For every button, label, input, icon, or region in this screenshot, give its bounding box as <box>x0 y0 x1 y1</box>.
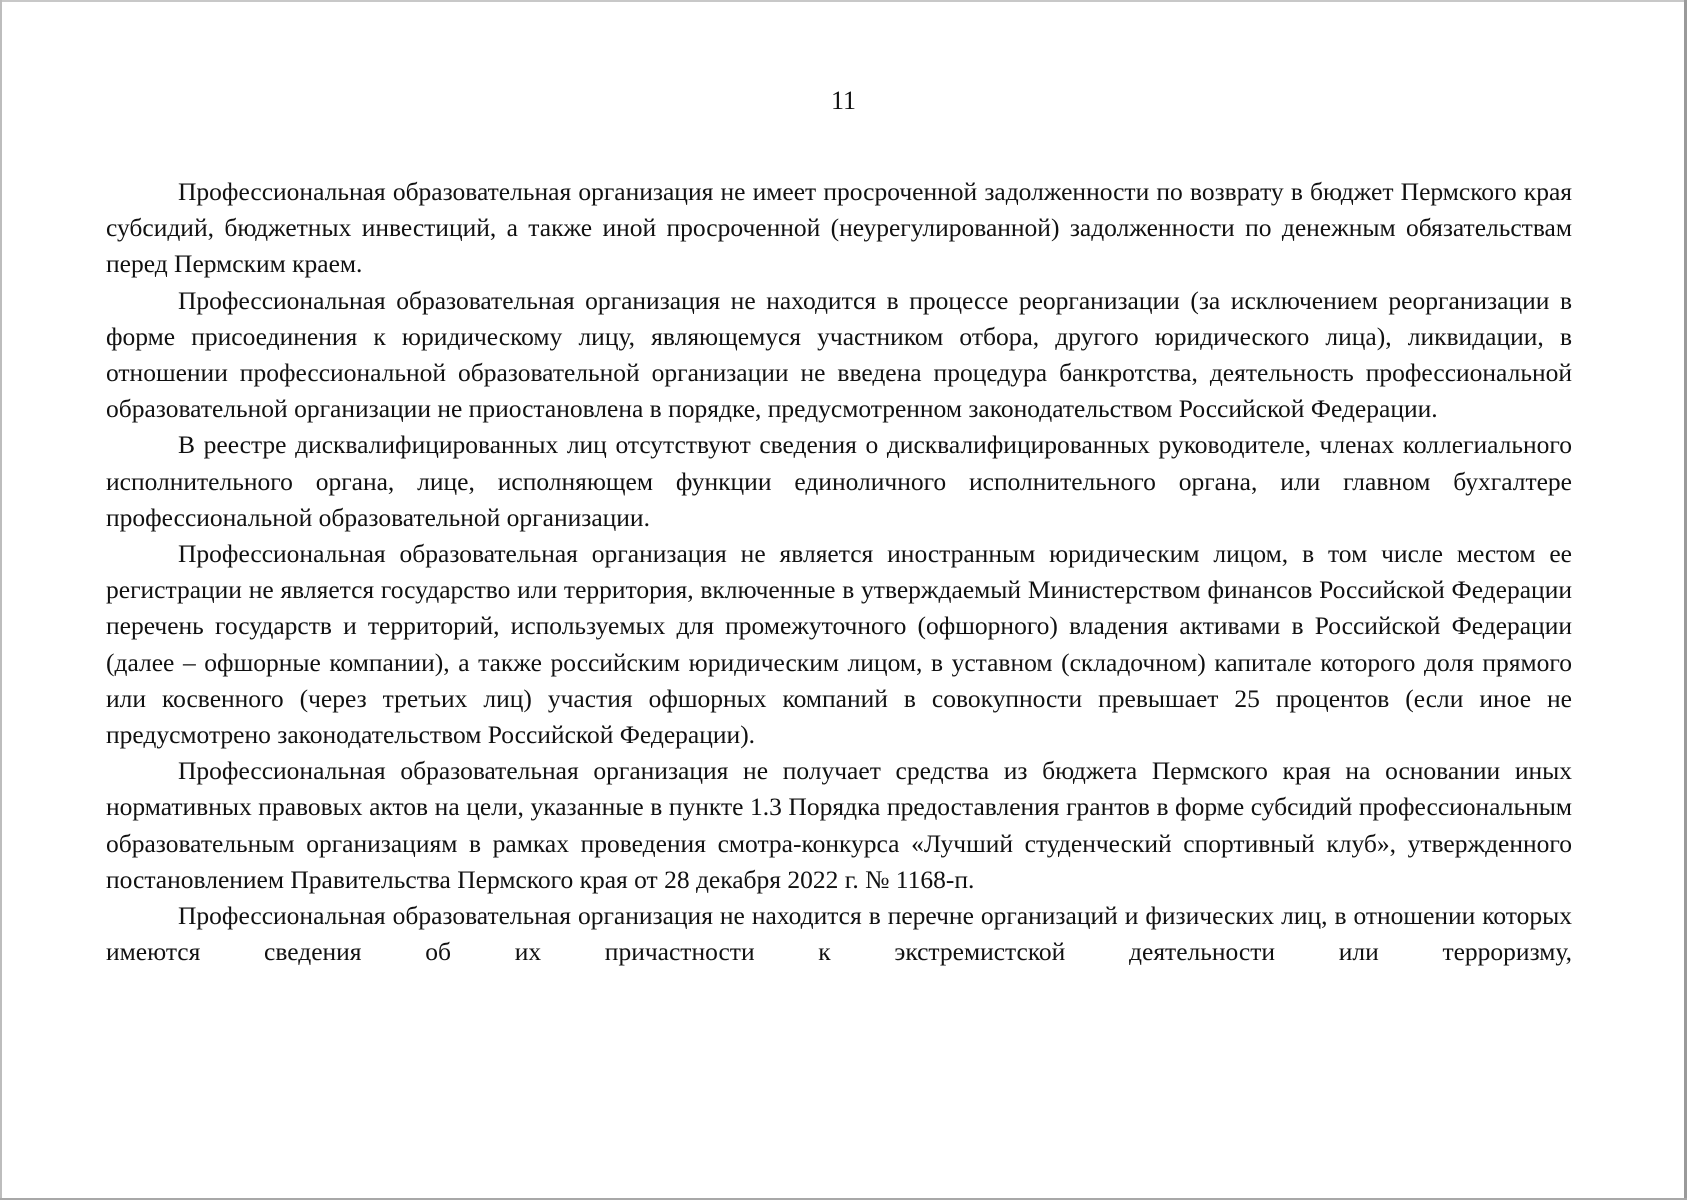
paragraph-debt-obligations: Профессиональная образовательная организация не имеет просроченной задолженности по возврату в бюджет Пермского края субсидий, бюджетных инвестиций, а также иной просроченной (неурегулированной) задолженности по денежным обязательствам перед Пермским краем. <box>106 177 1572 279</box>
document-body <box>106 174 1572 970</box>
paragraph-disqualified-persons: В реестре дисквалифицированных лиц отсутствуют сведения о дисквалифицированных руководителе, членах коллегиального исполнительного органа, лице, исполняющем функции единоличного исполнительного органа, или главном бухгалтере профессиональной образовательной организации. <box>106 430 1572 532</box>
scan-edge-top <box>0 0 1687 2</box>
paragraph-offshore-companies: Профессиональная образовательная организация не является иностранным юридическим лицом, в том числе местом ее регистрации не является государство или территория, включенные в утверждаемый Министерством финансов Российской Федерации перечень государств и территорий, используемых для промежуточного (офшорного) владения активами в Российской Федерации (далее – офшорные компании), а также российским юридическим лицом, в уставном (складочном) капитале которого доля прямого или косвенного (через третьих лиц) участия офшорных компаний в совокупности превышает 25 процентов (если иное не предусмотрено законодательством Российской Федерации). <box>106 539 1572 750</box>
scan-edge-left <box>0 0 2 1200</box>
paragraph-budget-funds: Профессиональная образовательная организация не получает средства из бюджета Пермского края на основании иных нормативных правовых актов на цели, указанные в пункте 1.3 Порядка предоставления грантов в форме субсидий профессиональным образовательным организациям в рамках проведения смотра-конкурса «Лучший студенческий спортивный клуб», утвержденного постановлением Правительства Пермского края от 28 декабря 2022 г. № 1168-п. <box>106 756 1572 894</box>
paragraph-extremism-list: Профессиональная образовательная организация не находится в перечне организаций и физических лиц, в отношении которых имеются сведения об их причастности к экстремистской деятельности или терроризму, <box>106 901 1572 967</box>
page-number: 11 <box>830 86 857 115</box>
paragraph-reorganization: Профессиональная образовательная организация не находится в процессе реорганизации (за исключением реорганизации в форме присоединения к юридическому лицу, являющемуся участником отбора, другого юридического лица), ликвидации, в отношении профессиональной образовательной организации не введена процедура банкротства, деятельность профессиональной образовательной организации не приостановлена в порядке, предусмотренном законодательством Российской Федерации. <box>106 285 1572 424</box>
